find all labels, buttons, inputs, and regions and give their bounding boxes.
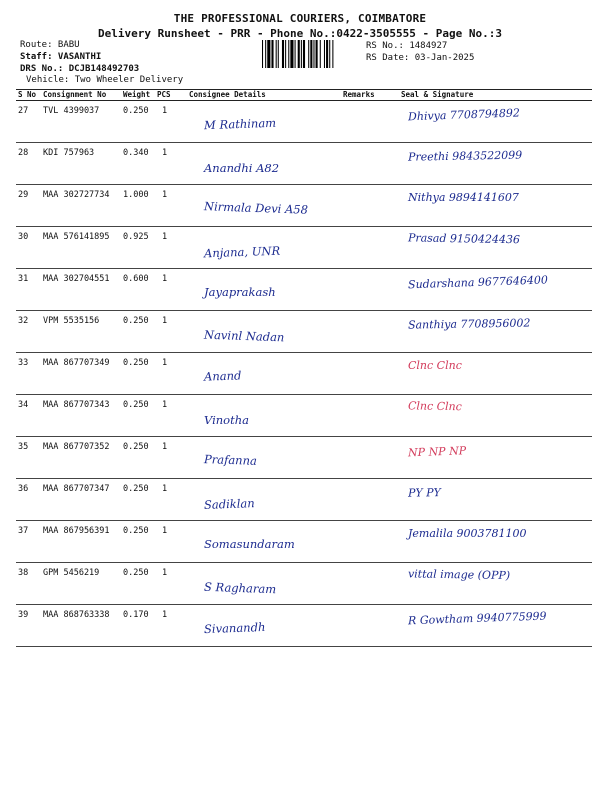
seal-signature: NP NP NP: [407, 444, 467, 460]
row-sno: 32: [18, 316, 29, 326]
consignee-handwriting: Anandhi A82: [204, 161, 280, 175]
row-sno: 31: [18, 274, 29, 284]
staff-label: Staff: VASANTHI: [20, 52, 102, 62]
seal-signature: Dhivya 7708794892: [407, 106, 521, 124]
row-consignment-no: MAA 868763338: [43, 610, 110, 620]
row-pcs: 1: [162, 358, 168, 368]
table-row: [16, 227, 592, 269]
table-row: [16, 521, 592, 563]
consignee-handwriting: Navinl Nadan: [203, 327, 285, 345]
seal-signature: Sudarshana 9677646400: [407, 273, 549, 292]
seal-signature: Preethi 9843522099: [407, 148, 523, 164]
rs-date: RS Date: 03-Jan-2025: [366, 53, 475, 63]
row-sno: 36: [18, 484, 29, 494]
barcode-image: [262, 40, 360, 68]
table-row: [16, 311, 592, 353]
consignee-handwriting: Anjana, UNR: [203, 243, 281, 261]
row-pcs: 1: [162, 526, 168, 536]
runsheet-table: [16, 89, 592, 647]
col-pcs: PCS: [157, 90, 171, 99]
seal-signature: PY PY: [407, 486, 441, 500]
table-header: [16, 89, 592, 101]
row-sno: 28: [18, 148, 29, 158]
seal-signature: vittal image (OPP): [407, 567, 511, 583]
row-pcs: 1: [162, 232, 168, 242]
consignee-handwriting: Nirmala Devi A58: [203, 199, 309, 217]
col-weight: Weight: [123, 90, 151, 99]
row-weight: 0.250: [123, 400, 149, 410]
row-weight: 0.250: [123, 484, 149, 494]
consignee-handwriting: Jayaprakash: [204, 285, 276, 299]
row-weight: 1.000: [123, 190, 149, 200]
row-weight: 0.340: [123, 148, 149, 158]
row-consignment-no: MAA 867707352: [43, 442, 110, 452]
route-label: Route: BABU: [20, 40, 80, 50]
table-row: [16, 185, 592, 227]
row-consignment-no: MAA 867707347: [43, 484, 110, 494]
row-weight: 0.250: [123, 358, 149, 368]
row-consignment-no: TVL 4399037: [43, 106, 100, 116]
row-pcs: 1: [162, 148, 168, 158]
row-weight: 0.250: [123, 106, 149, 116]
col-sno: S No: [18, 90, 37, 99]
row-sno: 35: [18, 442, 29, 452]
table-body: [16, 101, 592, 647]
row-pcs: 1: [162, 316, 168, 326]
row-weight: 0.250: [123, 316, 149, 326]
vehicle-label: Vehicle: Two Wheeler Delivery: [26, 75, 184, 85]
table-row: [16, 605, 592, 647]
col-remarks: Remarks: [343, 90, 375, 99]
row-pcs: 1: [162, 274, 168, 284]
row-sno: 37: [18, 526, 29, 536]
consignee-handwriting: Anand: [203, 368, 242, 384]
row-sno: 34: [18, 400, 29, 410]
row-sno: 29: [18, 190, 29, 200]
seal-signature: Santhiya 7708956002: [407, 316, 531, 332]
row-pcs: 1: [162, 106, 168, 116]
row-consignment-no: MAA 302704551: [43, 274, 110, 284]
consignee-handwriting: Sivanandh: [203, 619, 266, 637]
drs-number: DRS No.: DCJB148492703: [20, 64, 140, 74]
consignee-handwriting: Sadiklan: [203, 496, 255, 512]
row-consignment-no: MAA 867707349: [43, 358, 110, 368]
table-row: [16, 353, 592, 395]
row-pcs: 1: [162, 610, 168, 620]
consignee-handwriting: S Ragharam: [203, 579, 277, 597]
row-pcs: 1: [162, 484, 168, 494]
seal-signature: Clnc Clnc: [408, 359, 462, 372]
row-sno: 27: [18, 106, 29, 116]
row-consignment-no: GPM 5456219: [43, 568, 100, 578]
seal-signature: Jemalila 9003781100: [408, 527, 527, 540]
row-consignment-no: MAA 867956391: [43, 526, 110, 536]
rs-number: RS No.: 1484927: [366, 41, 448, 51]
row-weight: 0.170: [123, 610, 149, 620]
row-sno: 39: [18, 610, 29, 620]
table-row: [16, 437, 592, 479]
table-row: [16, 269, 592, 311]
row-pcs: 1: [162, 400, 168, 410]
col-seal: Seal & Signature: [401, 90, 474, 99]
seal-signature: Nithya 9894141607: [408, 191, 519, 204]
row-consignment-no: MAA 302727734: [43, 190, 110, 200]
row-weight: 0.250: [123, 568, 149, 578]
row-weight: 0.250: [123, 526, 149, 536]
company-title: THE PROFESSIONAL COURIERS, COIMBATORE: [173, 12, 427, 25]
table-row: [16, 563, 592, 605]
row-consignment-no: MAA 867707343: [43, 400, 110, 410]
table-row: [16, 395, 592, 437]
seal-signature: Prasad 9150424436: [407, 231, 521, 247]
runsheet-subtitle: Delivery Runsheet - PRR - Phone No.:0422-3505555 - Page No.:3: [98, 27, 502, 40]
table-row: [16, 479, 592, 521]
row-weight: 0.250: [123, 442, 149, 452]
row-sno: 33: [18, 358, 29, 368]
row-consignment-no: VPM 5535156: [43, 316, 100, 326]
consignee-handwriting: Prafanna: [203, 452, 258, 468]
col-consignee: Consignee Details: [189, 90, 266, 99]
row-pcs: 1: [162, 568, 168, 578]
consignee-handwriting: Somasundaram: [204, 537, 295, 551]
col-consignment: Consignment No: [43, 90, 107, 99]
row-weight: 0.925: [123, 232, 149, 242]
row-sno: 30: [18, 232, 29, 242]
table-row: [16, 143, 592, 185]
row-pcs: 1: [162, 190, 168, 200]
consignee-handwriting: M Rathinam: [203, 115, 277, 133]
seal-signature: Clnc Clnc: [407, 399, 462, 414]
row-sno: 38: [18, 568, 29, 578]
row-consignment-no: MAA 576141895: [43, 232, 110, 242]
seal-signature: R Gowtham 9940775999: [407, 609, 547, 628]
row-pcs: 1: [162, 442, 168, 452]
consignee-handwriting: Vinotha: [204, 413, 249, 427]
row-consignment-no: KDI 757963: [43, 148, 95, 158]
table-row: [16, 101, 592, 143]
row-weight: 0.600: [123, 274, 149, 284]
